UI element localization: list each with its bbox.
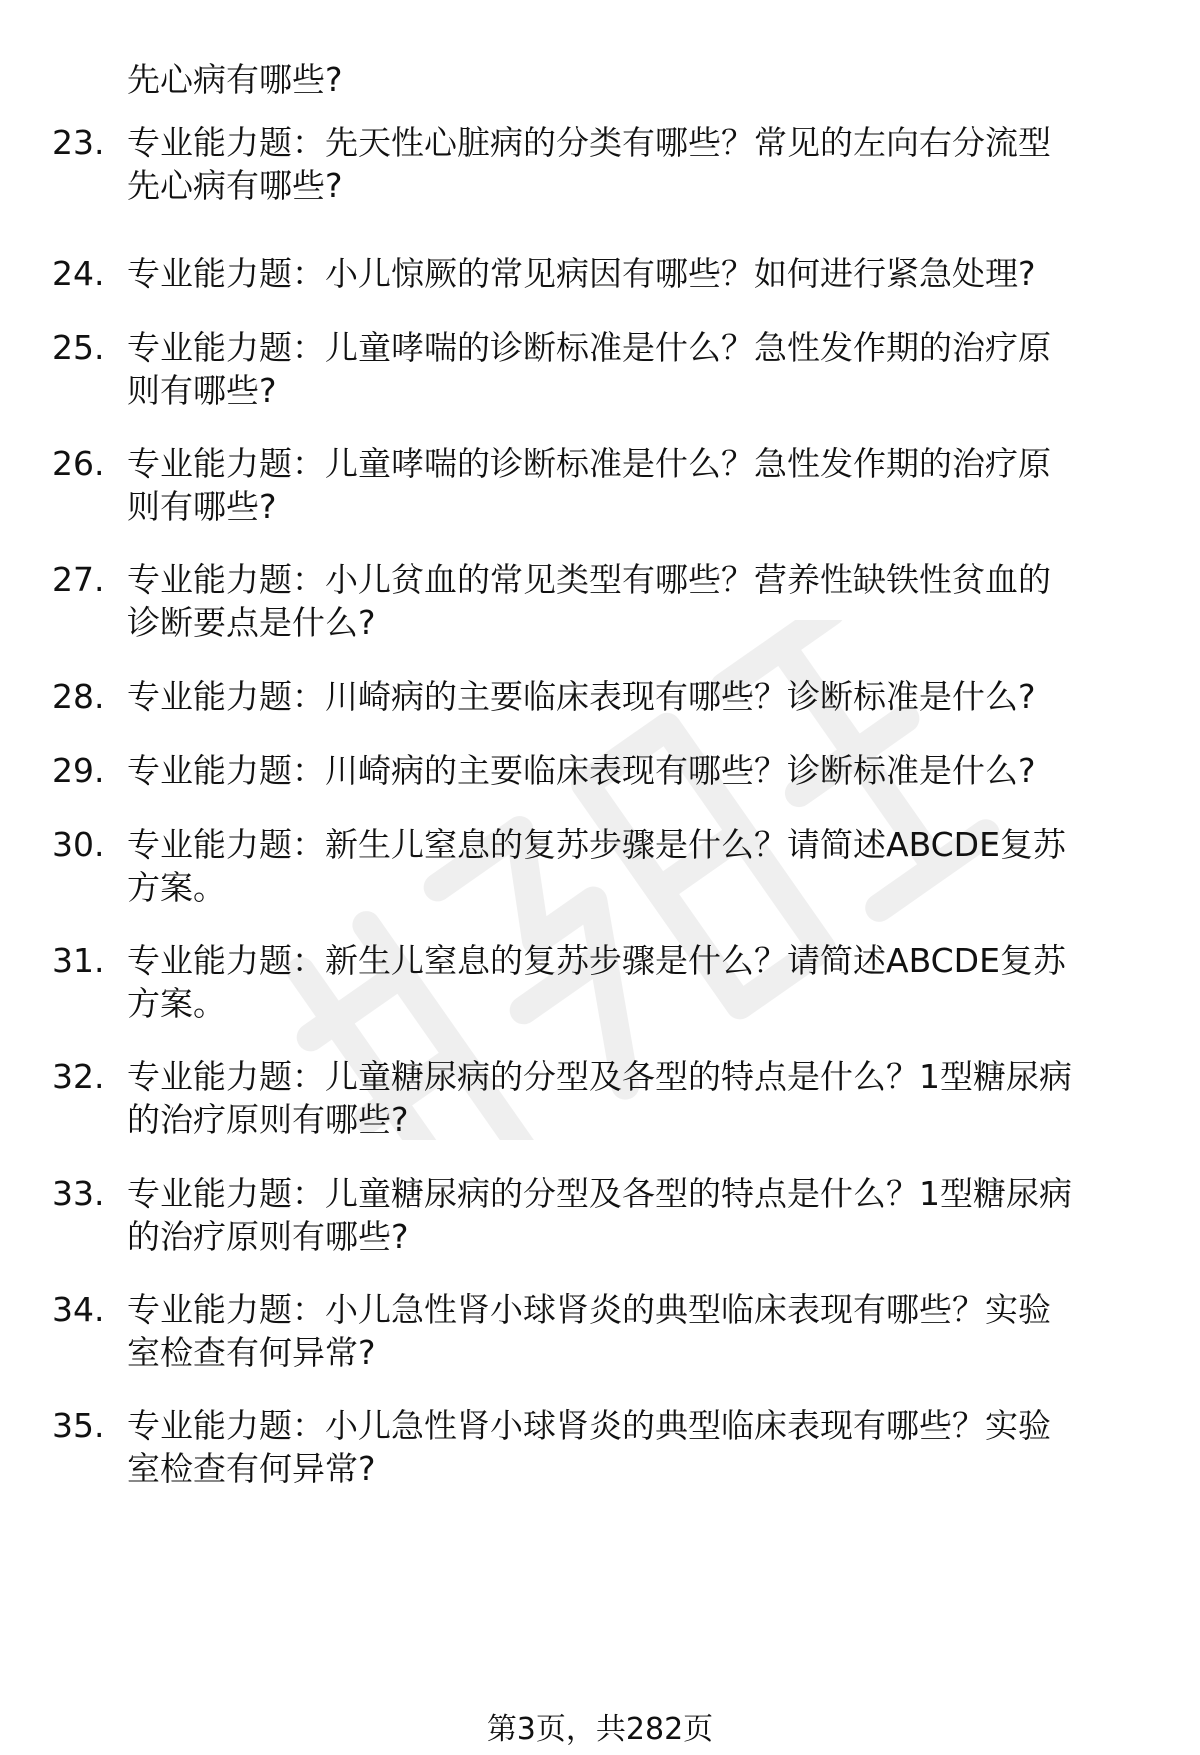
question-number: 31. xyxy=(52,941,105,980)
question-text-line: 则有哪些? xyxy=(127,371,277,410)
question-text-line: 方案。 xyxy=(127,868,226,907)
question-text-line: 专业能力题：先天性心脏病的分类有哪些？常见的左向右分流型 xyxy=(127,123,1051,162)
question-item xyxy=(52,252,1172,295)
question-item xyxy=(52,326,1172,412)
question-number: 23. xyxy=(52,123,105,162)
question-text-line: 专业能力题：新生儿窒息的复苏步骤是什么？请简述ABCDE复苏 xyxy=(127,941,1066,980)
question-item xyxy=(52,749,1172,792)
question-text xyxy=(127,1055,1172,1141)
question-text xyxy=(127,1404,1172,1490)
page-footer: 第3页，共282页 xyxy=(486,1712,714,1747)
question-item xyxy=(52,1288,1172,1374)
question-text xyxy=(127,442,1172,528)
question-text-line: 诊断要点是什么? xyxy=(127,603,376,642)
question-text-line: 专业能力题：小儿急性肾小球肾炎的典型临床表现有哪些？实验 xyxy=(127,1290,1051,1329)
question-item xyxy=(52,1404,1172,1490)
question-text xyxy=(127,675,1172,718)
question-text xyxy=(127,1288,1172,1374)
question-number: 28. xyxy=(52,677,105,716)
question-number: 35. xyxy=(52,1406,105,1445)
question-text-line: 专业能力题：儿童糖尿病的分型及各型的特点是什么？1型糖尿病 xyxy=(127,1057,1072,1096)
question-number: 27. xyxy=(52,560,105,599)
question-text-line: 先心病有哪些? xyxy=(127,166,343,205)
question-item xyxy=(52,121,1172,207)
question-number: 33. xyxy=(52,1174,105,1213)
question-number: 25. xyxy=(52,328,105,367)
question-text xyxy=(127,823,1172,909)
question-number: 34. xyxy=(52,1290,105,1329)
question-item xyxy=(52,558,1172,644)
question-text-line: 室检查有何异常? xyxy=(127,1449,376,1488)
question-text xyxy=(127,558,1172,644)
question-text-line: 方案。 xyxy=(127,984,226,1023)
question-text-line: 专业能力题：川崎病的主要临床表现有哪些？诊断标准是什么? xyxy=(127,677,1036,716)
question-text xyxy=(127,121,1172,207)
question-number: 30. xyxy=(52,825,105,864)
question-item xyxy=(52,675,1172,718)
question-item xyxy=(52,823,1172,909)
question-item xyxy=(52,939,1172,1025)
question-item xyxy=(52,442,1172,528)
question-text-line: 室检查有何异常? xyxy=(127,1333,376,1372)
question-text xyxy=(127,749,1172,792)
continued-question-text: 先心病有哪些? xyxy=(127,60,343,99)
question-text-line: 则有哪些? xyxy=(127,487,277,526)
question-text xyxy=(127,252,1172,295)
question-text-line: 专业能力题：新生儿窒息的复苏步骤是什么？请简述ABCDE复苏 xyxy=(127,825,1066,864)
question-number: 29. xyxy=(52,751,105,790)
question-text xyxy=(127,1172,1172,1258)
question-text-line: 专业能力题：小儿惊厥的常见病因有哪些？如何进行紧急处理? xyxy=(127,254,1036,293)
question-text xyxy=(127,326,1172,412)
question-number: 24. xyxy=(52,254,105,293)
question-item xyxy=(52,1172,1172,1258)
question-text-line: 专业能力题：小儿急性肾小球肾炎的典型临床表现有哪些？实验 xyxy=(127,1406,1051,1445)
question-text-line: 专业能力题：儿童哮喘的诊断标准是什么？急性发作期的治疗原 xyxy=(127,444,1051,483)
question-text-line: 专业能力题：儿童哮喘的诊断标准是什么？急性发作期的治疗原 xyxy=(127,328,1051,367)
question-text xyxy=(127,939,1172,1025)
question-text-line: 专业能力题：儿童糖尿病的分型及各型的特点是什么？1型糖尿病 xyxy=(127,1174,1072,1213)
question-number: 26. xyxy=(52,444,105,483)
question-text-line: 专业能力题：川崎病的主要临床表现有哪些？诊断标准是什么? xyxy=(127,751,1036,790)
question-text-line: 专业能力题：小儿贫血的常见类型有哪些？营养性缺铁性贫血的 xyxy=(127,560,1051,599)
question-text-line: 的治疗原则有哪些? xyxy=(127,1100,409,1139)
question-number: 32. xyxy=(52,1057,105,1096)
question-item xyxy=(52,1055,1172,1141)
question-text-line: 的治疗原则有哪些? xyxy=(127,1217,409,1256)
